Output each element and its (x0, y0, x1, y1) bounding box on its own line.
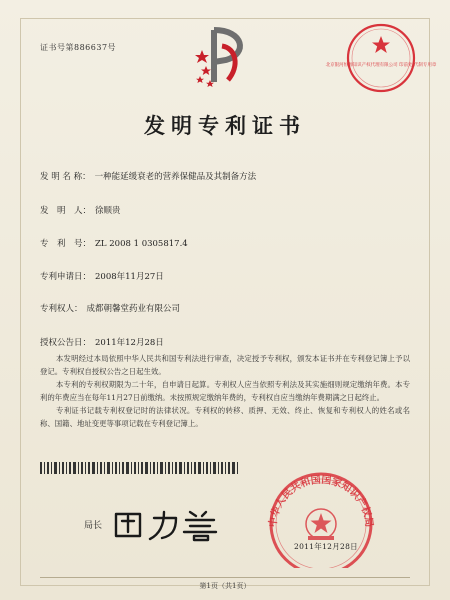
certificate-number: 证书号第886637号 (40, 43, 117, 52)
field-value: 2008年11月27日 (95, 272, 164, 282)
certificate-body (40, 352, 410, 430)
field-grant-date (40, 336, 164, 348)
field-label: 专 利 号： (40, 239, 92, 249)
field-invention-name (40, 170, 256, 182)
footer-divider (40, 577, 410, 578)
seal-text: 中华人民共和国国家知识产权局 (267, 474, 375, 528)
field-label: 专利申请日： (40, 272, 92, 282)
body-paragraph: 专利证书记载专利权登记时的法律状况。专利权的转移、质押、无效、终止、恢复和专利权人的姓名或名称、国籍、地址变更等事项记载在专利登记簿上。 (40, 406, 410, 428)
certificate-title: 发明专利证书 (144, 113, 306, 138)
seal-date: 2011年12月28日 (294, 542, 358, 551)
field-label: 专利权人： (40, 304, 83, 314)
agency-seal-text: 北京银河恒源知识产权代理有限公司 印前处 代制专用章 (325, 63, 437, 68)
field-label: 发 明 名 称： (40, 172, 91, 182)
field-value: 徐顺贵 (95, 206, 121, 216)
patent-office-seal-icon (262, 468, 380, 568)
field-value: 一种能延缓衰老的营养保健品及其制备方法 (94, 172, 257, 182)
page-number: 第1页（共1页） (199, 582, 251, 590)
field-application-date (40, 270, 164, 282)
field-patentee (40, 302, 180, 314)
director-signature-block (84, 506, 228, 542)
field-patent-number (40, 237, 188, 249)
patent-office-emblem-icon (196, 24, 256, 94)
field-label: 授权公告日： (40, 338, 92, 348)
body-paragraph: 本专利的专利权期限为二十年，自申请日起算。专利权人应当依照专利法及其实施细则规定缴纳年费。本专利的年费应当在每年11月27日前缴纳。未按照规定缴纳年费的，专利权自应当缴纳年费期满之日起终止。 (40, 380, 410, 402)
field-value: ZL 2008 1 0305817.4 (95, 239, 188, 249)
handwritten-signature-icon (110, 506, 228, 542)
director-label: 局长 (84, 520, 103, 531)
field-value: 成都朝馨堂药业有限公司 (86, 304, 181, 314)
barcode-icon (40, 462, 240, 474)
agency-seal-icon (325, 22, 437, 94)
field-inventor (40, 204, 121, 216)
field-value: 2011年12月28日 (95, 338, 164, 348)
field-label: 发 明 人： (40, 206, 92, 216)
body-paragraph: 本发明经过本局依照中华人民共和国专利法进行审查，决定授予专利权，颁发本证书并在专利登记簿上予以登记。专利权自授权公告之日起生效。 (40, 354, 410, 376)
